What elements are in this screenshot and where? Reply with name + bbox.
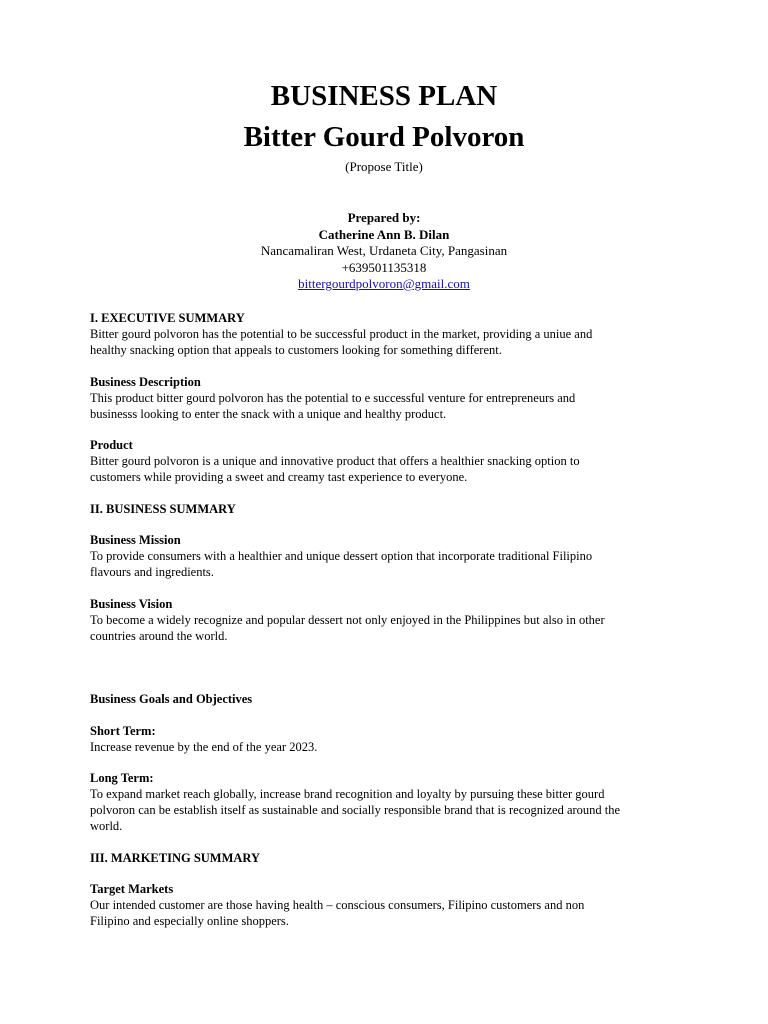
- product-heading: Product: [90, 438, 133, 452]
- business-description-line-2: businesss looking to enter the snack with a unique and healthy product.: [90, 407, 447, 421]
- business-goals-heading: Business Goals and Objectives: [90, 692, 253, 706]
- product-line-2: customers while providing a sweet and creamy tast experience to everyone.: [90, 470, 468, 484]
- product-title: Bitter Gourd Polvoron: [243, 121, 525, 153]
- business-summary-heading: II. BUSINESS SUMMARY: [90, 502, 236, 516]
- target-markets-line-1: Our intended customer are those having health – conscious consumers, Filipino customers and non: [90, 898, 585, 912]
- business-mission-line-2: flavours and ingredients.: [90, 565, 214, 579]
- short-term-line-1: Increase revenue by the end of the year 2023.: [90, 740, 318, 754]
- document-title: BUSINESS PLAN: [270, 80, 498, 112]
- short-term-heading: Short Term:: [90, 724, 156, 738]
- target-markets-line-2: Filipino and especially online shoppers.: [90, 914, 289, 928]
- business-description-heading: Business Description: [90, 375, 201, 389]
- business-vision-heading: Business Vision: [90, 597, 173, 611]
- prepared-by-block: [0, 210, 768, 293]
- business-mission-heading: Business Mission: [90, 533, 181, 547]
- long-term-line-1: To expand market reach globally, increase brand recognition and loyalty by pursuing these bitter gourd: [90, 787, 605, 801]
- executive-summary-line-1: Bitter gourd polvoron has the potential to be successful product in the market, providing a uniue and: [90, 327, 593, 341]
- business-vision-line-2: countries around the world.: [90, 629, 228, 643]
- prepared-by-label: Prepared by:: [347, 210, 421, 225]
- long-term-line-2: polvoron can be establish itself as sustainable and socially responsible brand that is recognized around the: [90, 803, 621, 817]
- business-description-line-1: This product bitter gourd polvoron has the potential to e successful venture for entrepreneurs and: [90, 391, 576, 405]
- executive-summary-line-2: healthy snacking option that appeals to customers looking for something different.: [90, 343, 502, 357]
- author-name: Catherine Ann B. Dilan: [318, 226, 450, 242]
- long-term-line-3: world.: [90, 819, 123, 833]
- author-phone: +639501135318: [341, 259, 427, 275]
- executive-summary-heading: I. EXECUTIVE SUMMARY: [90, 311, 245, 325]
- business-vision-line-1: To become a widely recognize and popular dessert not only enjoyed in the Philippines but also in other: [90, 613, 605, 627]
- long-term-heading: Long Term:: [90, 771, 154, 785]
- title-note: (Propose Title): [345, 159, 423, 174]
- product-line-1: Bitter gourd polvoron is a unique and innovative product that offers a healthier snacking option to: [90, 454, 580, 468]
- author-email-link[interactable]: bittergourdpolvoron@gmail.com: [298, 276, 470, 291]
- target-markets-heading: Target Markets: [90, 882, 174, 896]
- marketing-summary-heading: III. MARKETING SUMMARY: [90, 851, 261, 865]
- author-address: Nancamaliran West, Urdaneta City, Pangasinan: [260, 243, 508, 258]
- business-mission-line-1: To provide consumers with a healthier and unique dessert option that incorporate traditional Filipino: [90, 549, 593, 563]
